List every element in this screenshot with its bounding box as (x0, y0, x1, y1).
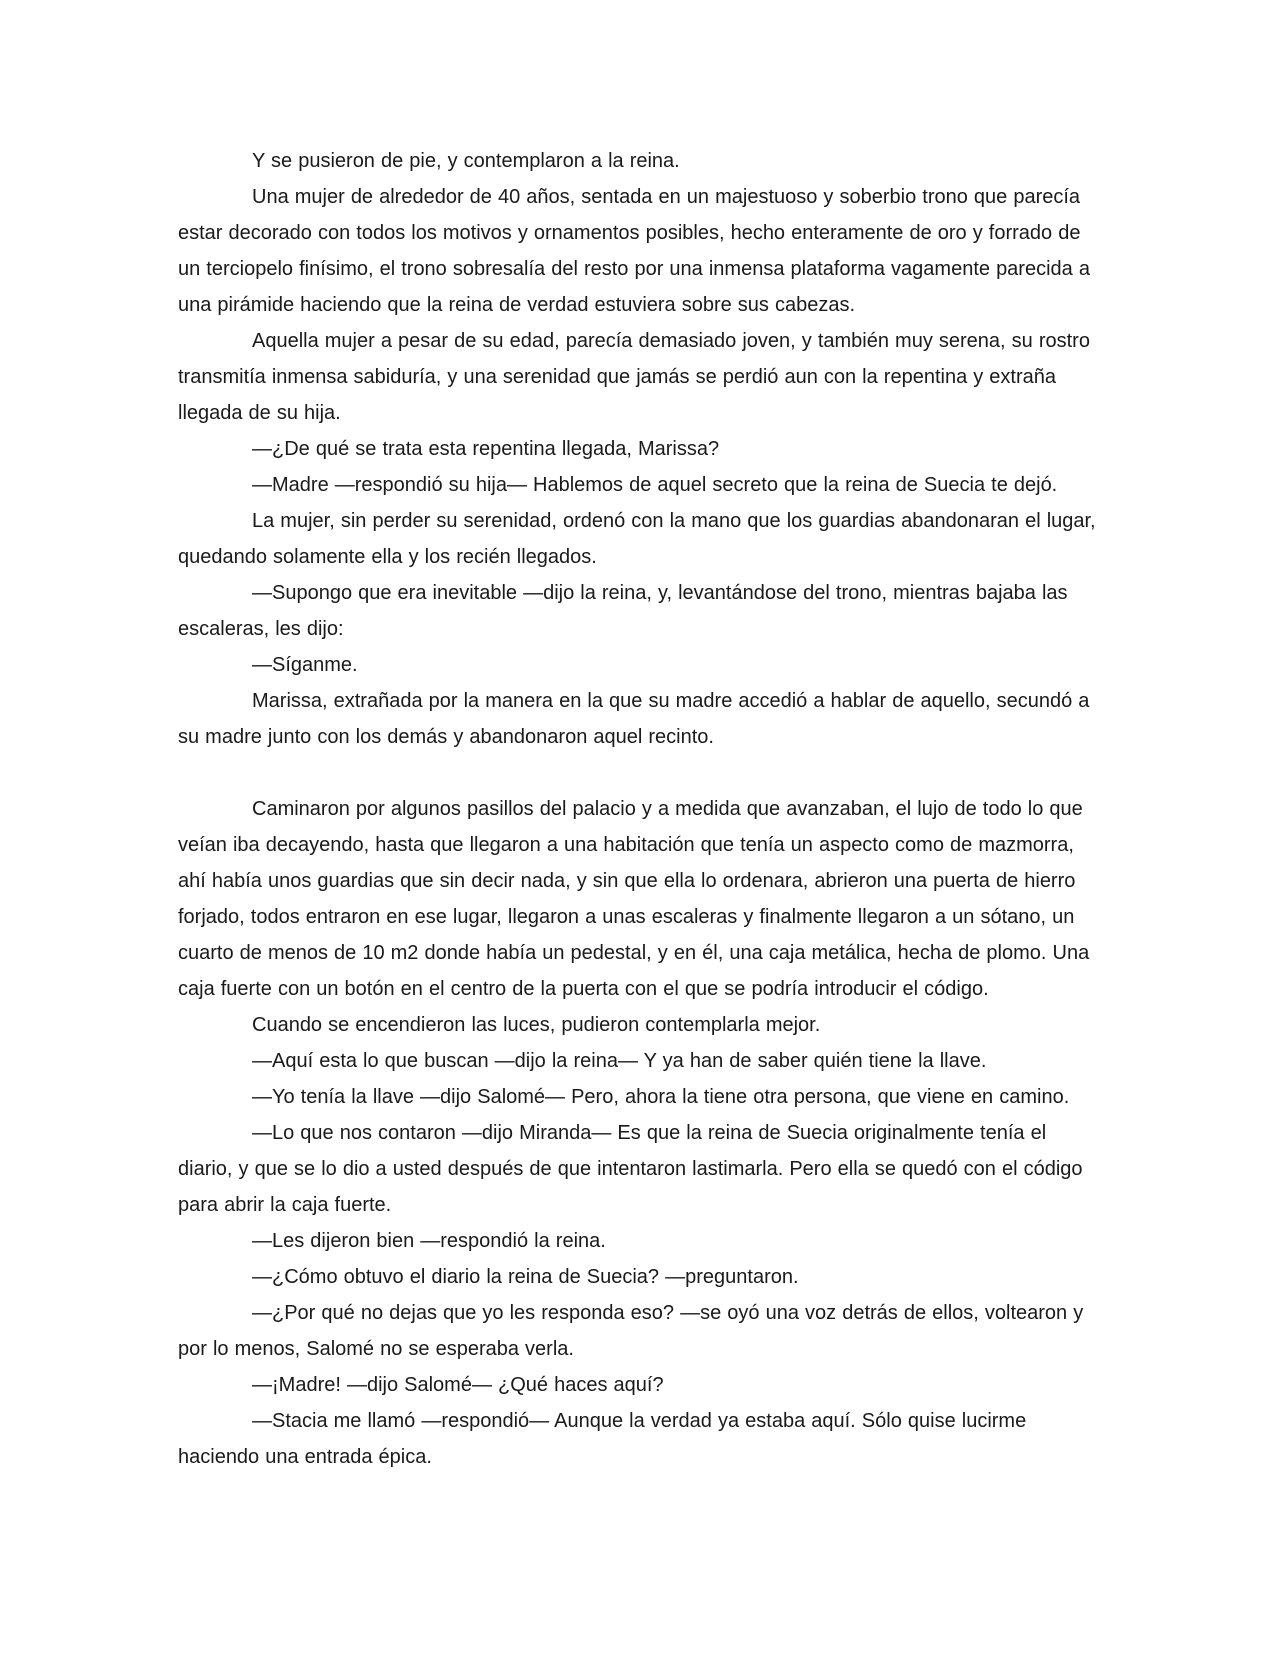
dialogue-line: —Lo que nos contaron —dijo Miranda— Es que la reina de Suecia originalmente tenía el diario, y que se lo dio a usted después de que intentaron lastimarla. Pero ella se quedó con el código para abrir la caja fuerte. (178, 1122, 1083, 1216)
document-page (178, 143, 1106, 1475)
dialogue-line: —Stacia me llamó —respondió— Aunque la verdad ya estaba aquí. Sólo quise lucirme haciendo una entrada épica. (178, 1410, 1027, 1468)
dialogue-line: —¡Madre! —dijo Salomé— ¿Qué haces aquí? (252, 1374, 664, 1396)
dialogue-line: —Les dijeron bien —respondió la reina. (252, 1230, 606, 1252)
paragraph: Aquella mujer a pesar de su edad, parecía demasiado joven, y también muy serena, su rostro transmitía inmensa sabiduría, y una serenidad que jamás se perdió aun con la repentina y extraña llegada de su hija. (178, 330, 1090, 424)
dialogue-line: —Supongo que era inevitable —dijo la reina, y, levantándose del trono, mientras bajaba las escaleras, les dijo: (178, 582, 1068, 640)
dialogue-line: —Yo tenía la llave —dijo Salomé— Pero, ahora la tiene otra persona, que viene en camino. (252, 1086, 1070, 1108)
paragraph: Una mujer de alrededor de 40 años, sentada en un majestuoso y soberbio trono que parecía estar decorado con todos los motivos y ornamentos posibles, hecho enteramente de oro y forrado de un terciopelo finísimo, el trono sobresalía del resto por una inmensa plataforma vagamente parecida a una pirámide haciendo que la reina de verdad estuviera sobre sus cabezas. (178, 186, 1090, 316)
paragraph: La mujer, sin perder su serenidad, ordenó con la mano que los guardias abandonaran el lugar, quedando solamente ella y los recién llegados. (178, 510, 1096, 568)
paragraph: Cuando se encendieron las luces, pudieron contemplarla mejor. (252, 1014, 821, 1036)
paragraph: Marissa, extrañada por la manera en la que su madre accedió a hablar de aquello, secundó a su madre junto con los demás y abandonaron aquel recinto. (178, 690, 1090, 748)
dialogue-line: —¿De qué se trata esta repentina llegada, Marissa? (252, 438, 720, 460)
paragraph: Caminaron por algunos pasillos del palacio y a medida que avanzaban, el lujo de todo lo que veían iba decayendo, hasta que llegaron a una habitación que tenía un aspecto como de mazmorra, ahí había unos guardias que sin decir nada, y sin que ella lo ordenara, abrieron una puerta de hierro forjado, todos entraron en ese lugar, llegaron a unas escaleras y finalmente llegaron a un sótano, un cuarto de menos de 10 m2 donde había un pedestal, y en él, una caja metálica, hecha de plomo. Una caja fuerte con un botón en el centro de la puerta con el que se podría introducir el código. (178, 798, 1090, 1000)
dialogue-line: —¿Por qué no dejas que yo les responda eso? —se oyó una voz detrás de ellos, voltearon y por lo menos, Salomé no se esperaba verla. (178, 1302, 1084, 1360)
dialogue-line: —Madre —respondió su hija— Hablemos de aquel secreto que la reina de Suecia te dejó. (252, 474, 1058, 496)
dialogue-line: —¿Cómo obtuvo el diario la reina de Suecia? —preguntaron. (252, 1266, 799, 1288)
dialogue-line: —Aquí esta lo que buscan —dijo la reina— Y ya han de saber quién tiene la llave. (252, 1050, 987, 1072)
dialogue-line: —Síganme. (252, 654, 358, 676)
paragraph: Y se pusieron de pie, y contemplaron a la reina. (252, 150, 680, 172)
section-break (178, 755, 1106, 791)
